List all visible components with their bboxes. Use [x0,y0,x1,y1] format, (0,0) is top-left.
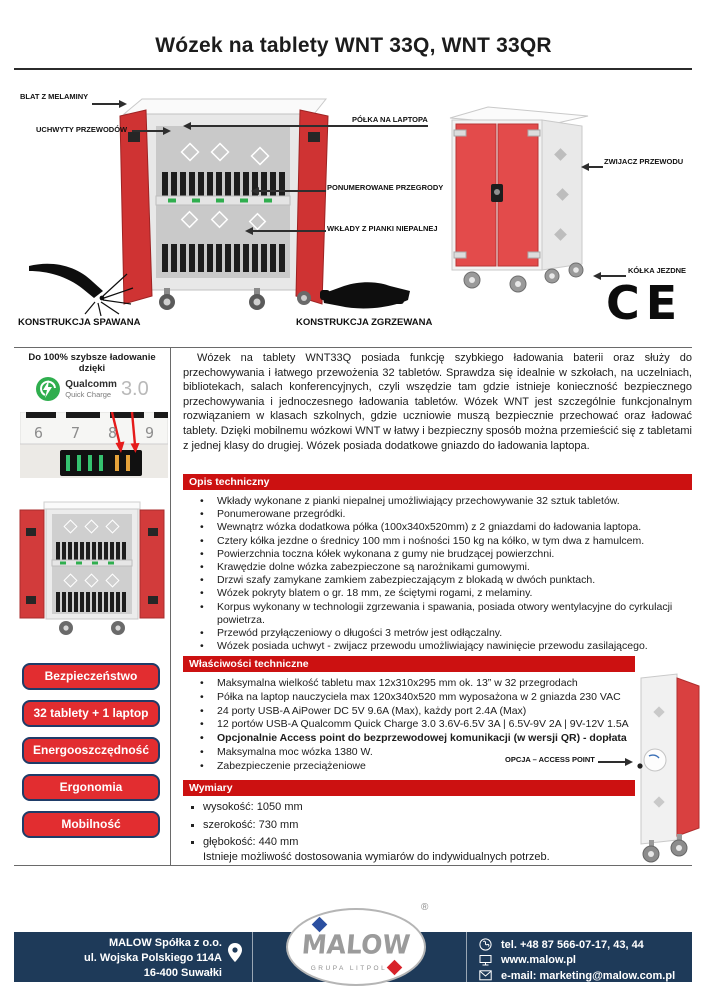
qualcomm-brand: Qualcomm [65,378,117,390]
strip-number: 8 [107,424,117,442]
fast-charge-heading: Do 100% szybsze ładowanie dzięki [28,352,156,374]
footer-email-row [478,968,675,984]
footer-separator-right [466,932,467,982]
wlasciwosci-bullet: • 24 porty USB-A AiPower DC 5V 9.6A (Max), każdy port 2.4A (Max) [183,705,643,719]
callout-kolka: KÓŁKA JEZDNE [628,266,687,275]
opis-bullet: • Wózek posiada uchwyt - zwijacz przewodu umożliwiający nawinięcie przewodu zasilającego. [183,640,692,653]
logo-word: MALOW [300,929,412,960]
open-cart-illustration [108,84,348,316]
qualcomm-version: 3.0 [120,377,149,400]
footer-street: ul. Wojska Polskiego 114A [84,952,222,964]
footer-website-row [478,953,675,969]
wlasciwosci-bullet: • Maksymalna wielkość tabletu max 12x310x295 mm ok. 13” w 32 przegrodach [183,677,643,691]
phone-icon [478,938,492,951]
closed-cart-illustration [446,96,598,296]
feature-badge: 32 tablety + 1 laptop [22,700,160,727]
wlasciwosci-bullet: • 12 portów USB-A Qualcomm Quick Charge 3.0 3.6V-6.5V 3A | 6.5V-9V 2A | 9V-12V 1.5A [183,718,643,732]
strip-number: 9 [144,424,154,442]
opis-bullet: • Drzwi szafy zamykane zamkiem zabezpieczającym z blokadą w dwóch punktach. [183,574,692,587]
strip-numbers [34,424,154,442]
door-right [498,124,538,266]
strip-number: 7 [70,424,81,442]
arrow-kolka [600,275,626,277]
qualcomm-logo [14,376,170,402]
website-icon [478,954,492,967]
arrow-access-point [598,761,626,763]
door-edge [677,678,699,836]
section-divider [14,347,692,348]
welding-torch-icon [25,258,137,318]
access-point-device [644,749,666,771]
access-point-port [637,763,642,768]
footer-divider [14,865,692,866]
callout-wklady: WKŁADY Z PIANKI NIEPALNEJ [327,224,438,233]
construction-welded-label: KONSTRUKCJA SPAWANA [18,317,141,328]
opis-bullet: • Powierzchnia toczna kółek wykonana z gumy nie brudzącej powierzchni. [183,548,692,561]
callout-access-point: OPCJA – ACCESS POINT [505,755,595,764]
front-cart-illustration [16,492,168,644]
footer-address [20,936,222,981]
section-header-wlasciwosci: Właściwości techniczne [183,656,635,672]
construction-spot-welded-label: KONSTRUKCJA ZGRZEWANA [296,317,433,328]
malow-logo [286,908,426,986]
wymiary-item: wysokość: 1050 mm [183,799,635,817]
feature-badge: Mobilność [22,811,160,838]
footer-phone: tel. +48 87 566-07-17, 43, 44 [501,938,644,951]
casters [159,288,311,310]
opis-bullet: • Przewód przyłączeniowy o długości 3 metrów jest odłączalny. [183,627,692,640]
opis-bullet: • Cztery kółka jezdne o średnicy 100 mm i nośności 150 kg na kółko, w tym dwa z hamulcem. [183,535,692,548]
email-icon [478,970,492,981]
column-divider [170,347,171,865]
opis-bullet: • Wkłady wykonane z pianki niepalnej umożliwiający przechowywanie 32 sztuk tabletów. [183,495,692,508]
wlasciwosci-bullet: • Zabezpieczenie przeciążeniowe [183,760,643,774]
wymiary-list [183,799,635,852]
feature-badge: Ergonomia [22,774,160,801]
page-title: Wózek na tablety WNT 33Q, WNT 33QR [155,34,552,57]
logo-subtitle: GRUPA LITPOL [310,965,388,972]
opis-bullet: • Korpus wykonany w technologii zgrzewania i spawania, posiada otwory wentylacyjne do cyrkulacji powietrza. [183,601,692,627]
title-divider [14,68,692,70]
feature-badge: Bezpieczeństwo [22,663,160,690]
footer-phone-row [478,937,675,953]
wlasciwosci-bullet: • Półka na laptop nauczyciela max 120x340x520 mm wyposażona w 2 gniazda 230 VAC [183,691,643,705]
callout-przegrody: PONUMEROWANE PRZEGRODY [327,183,444,192]
footer-contacts [478,937,675,984]
arrow-blat [92,103,120,105]
arrow-wklady [252,230,326,232]
feature-badge: Energooszczędność [22,737,160,764]
registered-trademark: ® [421,902,429,913]
footer-email: e-mail: marketing@malow.com.pl [501,969,676,982]
wlasciwosci-bullet: • Maksymalna moc wózka 1380 W. [183,746,643,760]
wlasciwosci-bullet: • Opcjonalnie Access point do bezprzewodowej komunikacji (w wersji QR) - dopłata [183,732,643,746]
footer-company: MALOW Spółka z o.o. [108,937,222,949]
footer-website: www.malow.pl [501,954,576,967]
callout-blat: BLAT Z MELAMINY [20,92,89,101]
wymiary-item: głębokość: 440 mm [183,834,635,852]
callout-zwijacz: ZWIJACZ PRZEWODU [604,157,684,166]
intro-paragraph: Wózek na tablety WNT33Q posiada funkcję szybkiego ładowania baterii oraz służy do przechowywania i łatwego przewożenia 32 tabletów. Sprawdza się idealnie w szkołach, na uczelniach, bibliotekach, salach konferencyjnych, czyli wszędzie tam gdzie istnieje konieczność bezpiecznego przechowywania i jednoczesnego ładowania tabletów. Wózek WNT jest szczególnie funkcjonalnym rozwiązaniem w klasach szkolnych, gdzie uczniowie muszą bezpiecznie przechować oraz ładować tablety. Dzięki mobilnemu wózkowi WNT w łatwy i bezpieczny sposób można przemieścić się z tabletami z jednej klasy do drugiej. Wózek posiada dodatkowe gniazdo do ładowania laptopa. [183,352,692,452]
section-header-opis: Opis techniczny [183,474,692,490]
arrow-zwijacz [588,166,603,168]
qualcomm-bolt-icon [35,376,61,402]
arrow-polka [190,125,428,127]
feature-badges [22,663,160,848]
section-header-wymiary: Wymiary [183,780,635,796]
door-left [456,124,496,266]
casters [59,621,125,635]
wymiary-item: szerokość: 730 mm [183,817,635,835]
arrow-przegrody [258,190,326,192]
wymiary-note: Istnieje możliwość dostosowania wymiarów do indywidualnych potrzeb. [203,851,550,863]
qualcomm-product: Quick Charge [65,389,112,399]
opis-bullet-list [183,495,692,653]
charging-strip-illustration [20,412,168,478]
opis-bullet: • Krawędzie dolne wózka zabezpieczone są narożnikami gumowymi. [183,561,692,574]
callout-polka: PÓŁKA NA LAPTOPA [352,115,428,124]
opis-bullet: • Wózek pokryty blatem o gr. 18 mm, ze ściętymi rogami, z melaminy. [183,587,692,600]
footer-city: 16-400 Suwałki [143,967,222,979]
callout-uchwyty: UCHWYTY PRZEWODÓW [36,125,128,134]
ce-mark: CE [606,276,684,330]
opis-bullet: • Wewnątrz wózka dodatkowa półka (100x340x520mm) z 2 gniazdami do ładowania laptopa. [183,521,692,534]
footer-separator-left [252,932,253,982]
strip-number: 6 [34,424,44,442]
opis-bullet: • Ponumerowane przegródki. [183,508,692,521]
arrow-uchwyty [132,130,164,132]
side-cart-illustration [633,672,707,868]
spot-welder-icon [318,278,414,316]
location-pin-icon [228,943,242,962]
